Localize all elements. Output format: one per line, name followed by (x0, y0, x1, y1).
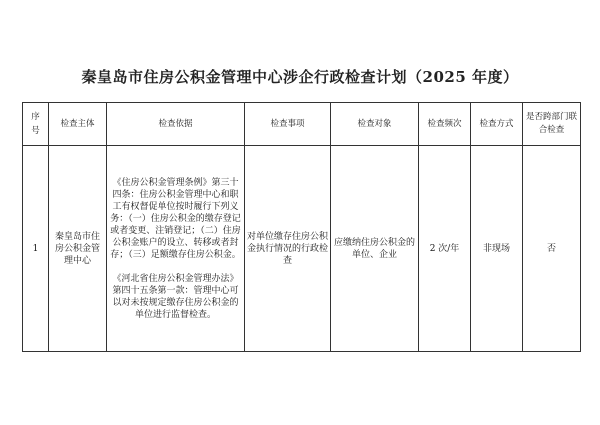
document-title: 秦皇岛市住房公积金管理中心涉企行政检查计划（2025 年度） (81, 68, 519, 86)
table-row (23, 146, 581, 352)
cell-item: 对单位缴存住房公积金执行情况的行政检查 (245, 146, 331, 352)
header-seq: 序号 (23, 103, 49, 146)
cell-joint: 否 (523, 146, 581, 352)
cell-seq: 1 (23, 146, 49, 352)
cell-method: 非现场 (471, 146, 523, 352)
cell-basis (107, 146, 245, 352)
basis-paragraph: 《河北省住房公积金管理办法》第四十五条第一款：管理中心可以对未按规定缴存住房公积金的单位进行监督检查。 (112, 273, 239, 320)
header-item: 检查事项 (245, 103, 331, 146)
cell-frequency: 2 次/年 (419, 146, 471, 352)
table-header-row (23, 103, 581, 146)
header-object: 检查对象 (331, 103, 419, 146)
header-frequency: 检查频次 (419, 103, 471, 146)
basis-paragraph: 《住房公积金管理条例》第三十四条：住房公积金管理中心和职工有权督促单位按时履行下列义务：（一）住房公积金的缴存登记或者变更、注销登记；（二）住房公积金账户的设立、转移或者封存；（三）足额缴存住房公积金。 (110, 177, 241, 260)
cell-subject: 秦皇岛市住房公积金管理中心 (49, 146, 107, 352)
header-subject: 检查主体 (49, 103, 107, 146)
cell-object: 应缴纳住房公积金的单位、企业 (331, 146, 419, 352)
header-basis: 检查依据 (107, 103, 245, 146)
header-method: 检查方式 (471, 103, 523, 146)
header-joint: 是否跨部门联合检查 (523, 103, 581, 146)
inspection-plan-table (22, 102, 581, 352)
